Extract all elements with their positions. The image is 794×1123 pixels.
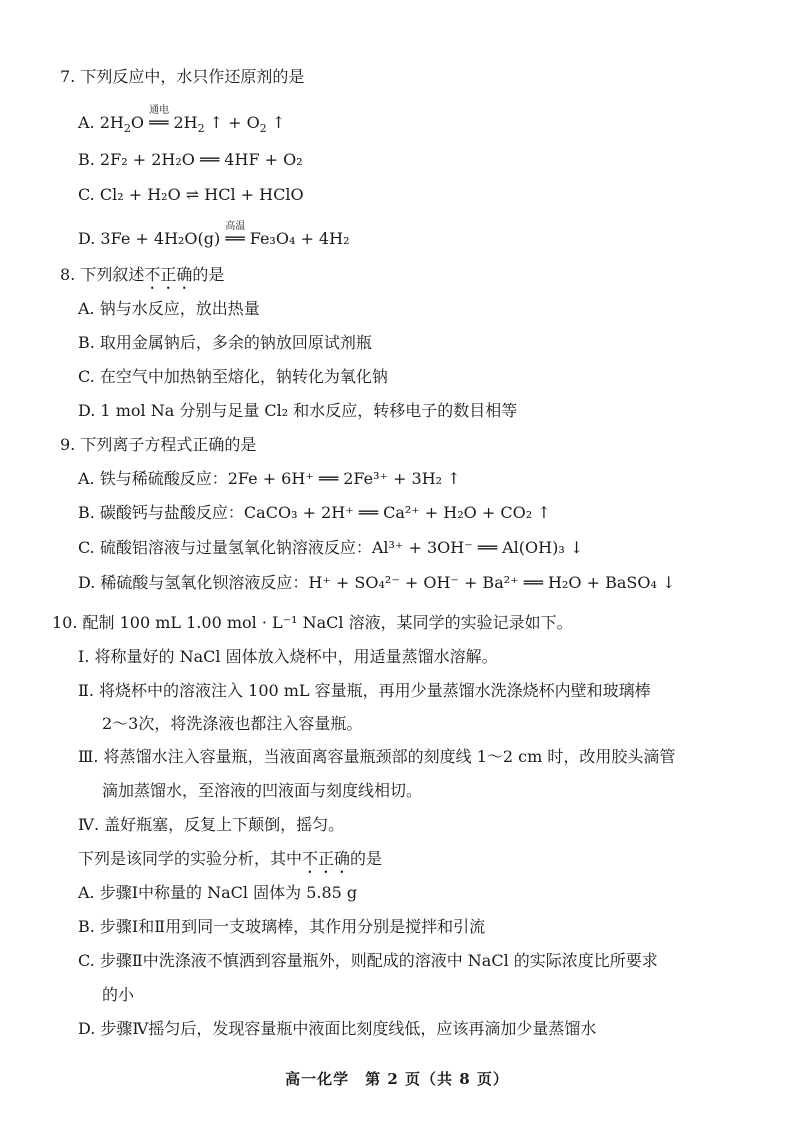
q7-option-d [78,221,350,250]
q10-step-3-line1: Ⅲ. 将蒸馏水注入容量瓶，当液面离容量瓶颈部的刻度线 1～2 cm 时，改用胶头滴管 [78,747,676,766]
q7-a-sub1: 2 [123,122,131,136]
q10-step-1: Ⅰ. 将称量好的 NaCl 固体放入烧杯中，用适量蒸馏水溶解。 [78,647,498,666]
q10-step-4: Ⅳ. 盖好瓶塞，反复上下颠倒，摇匀。 [78,815,345,834]
q7-d-reaction-arrow [225,221,246,250]
q9-option-a: A. 铁与稀硫酸反应：2Fe + 6H⁺ ══ 2Fe³⁺ + 3H₂ ↑ [78,469,461,488]
q7-a-text: A. 2H [78,113,124,132]
q10-option-c-line2: 的小 [102,985,135,1004]
q7-stem: 7. 下列反应中，水只作还原剂的是 [60,67,305,86]
q10-step-2-line2: 2～3次，将洗涤液也都注入容量瓶。 [102,714,363,733]
q8-option-c: C. 在空气中加热钠至熔化，钠转化为氧化钠 [78,367,388,386]
q10-ask-post: 的是 [350,849,383,868]
q7-option-a [78,105,286,140]
q7-option-b: B. 2F₂ + 2H₂O ══ 4HF + O₂ [78,150,303,169]
q9-stem: 9. 下列离子方程式正确的是 [60,435,257,454]
q10-step-3-line2: 滴加蒸馏水，至溶液的凹液面与刻度线相切。 [102,781,423,800]
q10-ask [78,848,382,877]
q9-option-c: C. 硫酸铝溶液与过量氢氧化钠溶液反应：Al³⁺ + 3OH⁻ ══ Al(OH)₃ ↓ [78,538,584,557]
q10-option-c-line1: C. 步骤Ⅱ中洗涤液不慎洒到容量瓶外，则配成的溶液中 NaCl 的实际浓度比所要求 [78,951,658,970]
q7-d-condition: 高温 [225,221,246,232]
q10-option-d: D. 步骤Ⅳ摇匀后，发现容量瓶中液面比刻度线低，应该再滴加少量蒸馏水 [78,1019,597,1038]
q8-option-b: B. 取用金属钠后，多余的钠放回原试剂瓶 [78,333,372,352]
q8-stem-post: 的是 [192,265,225,284]
q8-stem-emphasis: 不正确 [144,265,193,284]
q7-d-arrow: ══ [225,229,245,248]
q7-a-mid: O [130,113,144,132]
q7-a-rest3: ↑ [266,113,286,132]
q9-option-b: B. 碳酸钙与盐酸反应：CaCO₃ + 2H⁺ ══ Ca²⁺ + H₂O + CO₂ ↑ [78,503,551,522]
q7-a-sub3: 2 [259,122,267,136]
q7-option-c: C. Cl₂ + H₂O ⇌ HCl + HClO [78,185,304,204]
q8-stem [60,264,224,293]
q7-a-sub2: 2 [197,122,205,136]
q10-ask-emphasis: 不正确 [302,849,351,868]
q7-d-pre: D. 3Fe + 4H₂O(g) [78,229,226,248]
q8-option-a: A. 钠与水反应，放出热量 [78,299,260,318]
q7-a-arrow: ══ [149,113,169,132]
q10-stem: 10. 配制 100 mL 1.00 mol · L⁻¹ NaCl 溶液，某同学的实验记录如下。 [52,613,573,632]
q9-option-d: D. 稀硫酸与氢氧化钡溶液反应：H⁺ + SO₄²⁻ + OH⁻ + Ba²⁺ ══ H₂O + BaSO₄ ↓ [78,573,676,592]
q10-ask-pre: 下列是该同学的实验分析，其中 [78,849,303,868]
q8-stem-pre: 8. 下列叙述 [60,265,145,284]
q10-option-b: B. 步骤Ⅰ和Ⅱ用到同一支玻璃棒，其作用分别是搅拌和引流 [78,917,486,936]
page-footer: 高一化学 第 2 页（共 8 页） [285,1070,509,1088]
q7-a-rest: 2H [173,113,198,132]
q8-option-d: D. 1 mol Na 分别与足量 Cl₂ 和水反应，转移电子的数目相等 [78,401,518,420]
q10-step-2-line1: Ⅱ. 将烧杯中的溶液注入 100 mL 容量瓶，再用少量蒸馏水洗涤烧杯内壁和玻璃棒 [78,681,651,700]
q7-d-post: Fe₃O₄ + 4H₂ [244,229,350,248]
q7-a-reaction-arrow [149,105,170,134]
q10-option-a: A. 步骤Ⅰ中称量的 NaCl 固体为 5.85 g [78,883,358,902]
q7-a-condition: 通电 [149,105,170,116]
q7-a-rest2: ↑ + O [204,113,260,132]
